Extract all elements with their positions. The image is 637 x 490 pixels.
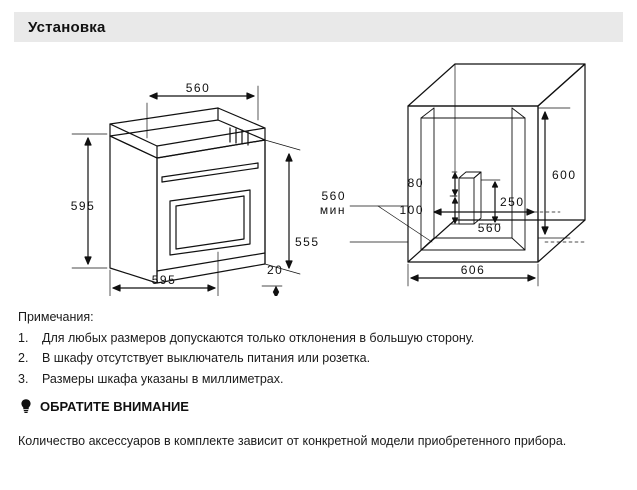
note-number: 2. [18, 351, 29, 366]
dim-cab-opening-width: 560 [477, 221, 503, 235]
dim-oven-width-top: 560 [185, 81, 211, 95]
lightbulb-icon [18, 398, 34, 414]
attention-title: ОБРАТИТЕ ВНИМАНИЕ [40, 398, 189, 414]
installation-diagram [0, 46, 637, 296]
dim-oven-height: 595 [70, 199, 96, 213]
note-number: 3. [18, 371, 29, 386]
note-text: Размеры шкафа указаны в миллиметрах. [42, 371, 284, 386]
dim-cab-slot-offset: 100 [399, 203, 424, 217]
attention-header [18, 398, 189, 414]
note-item [18, 351, 618, 365]
dim-cab-min-depth-2: мин [319, 203, 346, 217]
notes-block [18, 310, 618, 392]
dim-cab-outer-width: 606 [460, 263, 486, 277]
notes-title: Примечания: [18, 310, 94, 324]
note-text: В шкафу отсутствует выключатель питания или розетка. [42, 351, 371, 366]
note-number: 1. [18, 331, 29, 345]
note-item [18, 372, 618, 386]
dim-oven-depth: 555 [295, 235, 320, 249]
note-text: Для любых размеров допускаются только отклонения в большую сторону. [42, 331, 475, 345]
page-title: Установка [28, 18, 106, 36]
dim-cab-slot-height: 80 [407, 176, 424, 190]
dim-cab-opening-height: 600 [552, 168, 577, 182]
dim-oven-width-bottom: 595 [151, 273, 177, 287]
dim-cab-slot-width: 250 [500, 195, 525, 209]
section-header [14, 12, 623, 42]
dim-oven-depth-small: 20 [267, 263, 284, 277]
note-item [18, 331, 618, 345]
attention-body: Количество аксессуаров в комплекте зависит от конкретной модели приобретенного прибора. [18, 434, 567, 448]
dim-cab-min-depth-1: 560 [321, 189, 346, 203]
